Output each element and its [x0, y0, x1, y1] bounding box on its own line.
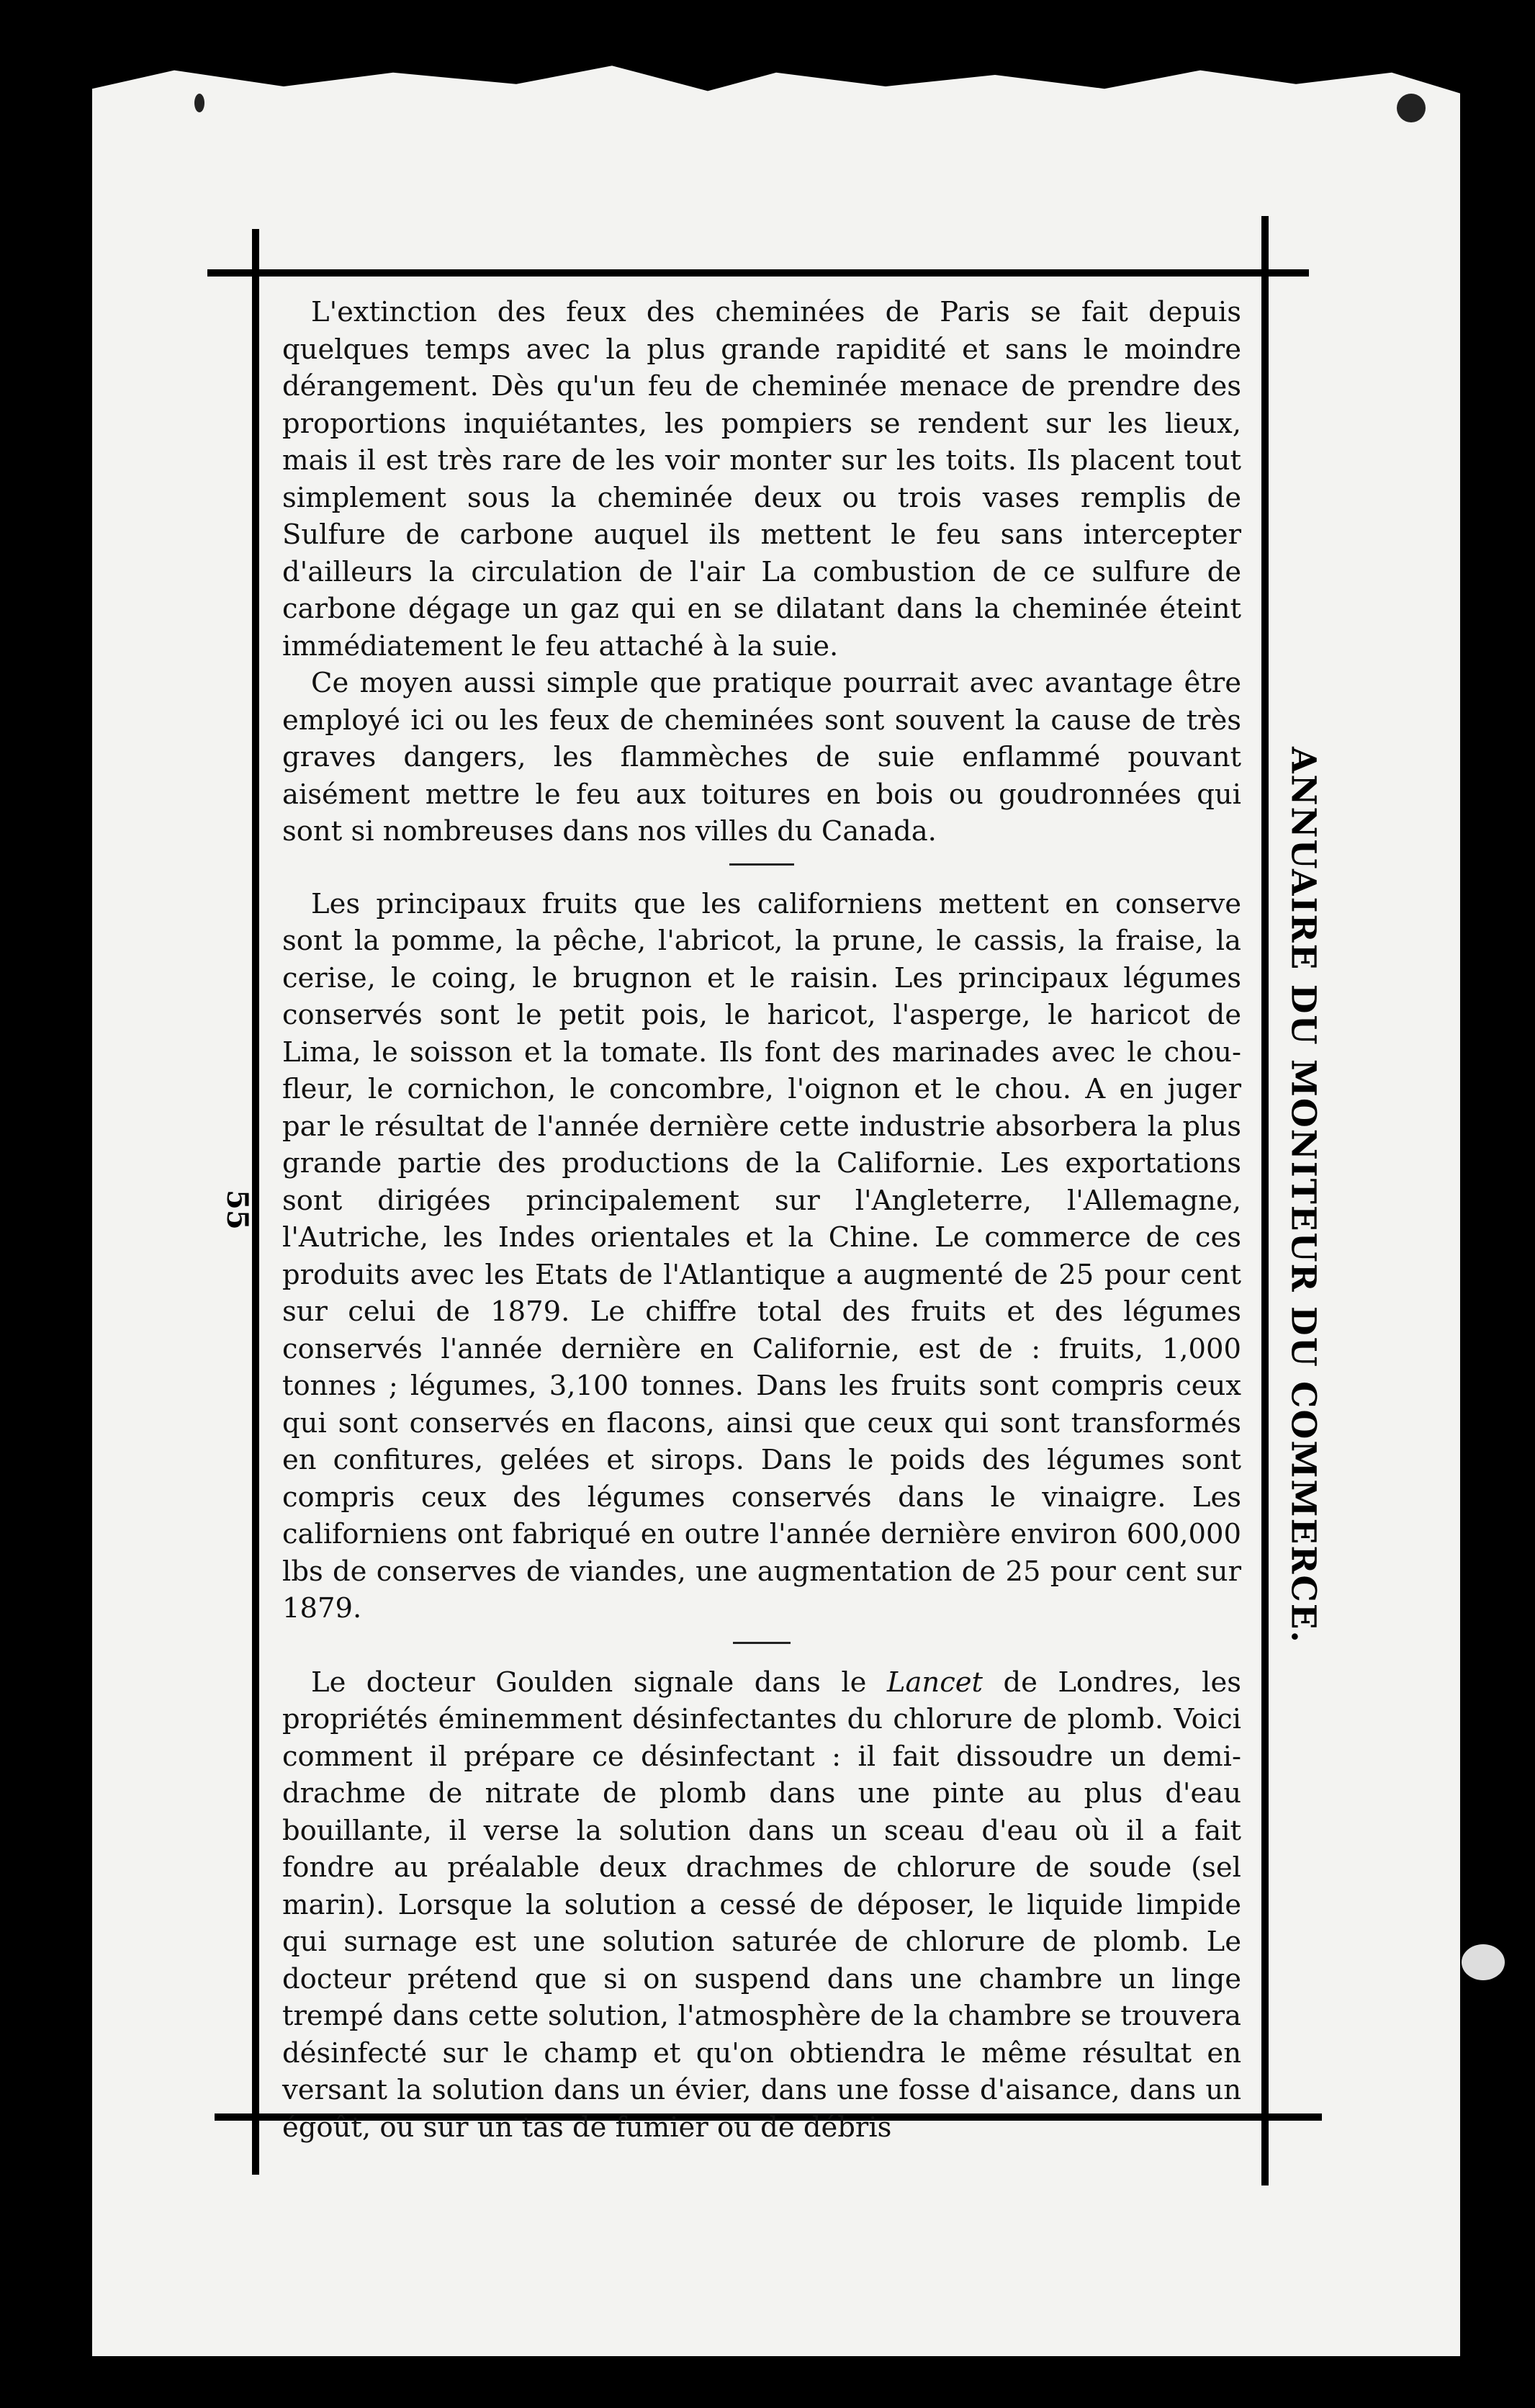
- chimney-fire-paragraph-1: L'extinction des feux des cheminées de Paris se fait depuis quelques temps avec la plus grande rapidité et sans le moindre dérangement. Dès qu'un feu de cheminée menace de prendre des proportions inquiétantes, les pompiers se rendent sur les lieux, mais il est très rare de les voir monter sur les toits. Ils placent tout simplement sous la cheminée deux ou trois vases remplis de Sulfure de carbone auquel ils mettent le feu sans intercepter d'ailleurs la circulation de l'air La combustion de ce sulfure de carbone dégage un gaz qui en se dilatant dans la cheminée éteint immédiatement le feu attaché à la suie.: [282, 296, 1241, 662]
- journal-name: Lancet: [886, 1666, 983, 1699]
- running-title: ANNUAIRE DU MONITEUR DU COMMERCE.: [1283, 747, 1323, 1644]
- page-body: [282, 294, 1241, 2146]
- disinfectant-body: de Londres, les propriétés éminemment désinfectantes du chlorure de plomb. Voici comment il prépare ce désinfectant : il fait dissoudre un demi-drachme de nitrate de plomb dans une pinte au plus d'eau bouillante, il verse la solution dans un sceau d'eau où il a fait fondre au préalable deux drachmes de chlorure de soude (sel marin). Lorsque la solution a cessé de déposer, le liquide limpide qui surnage est une solution saturée de chlorure de plomb. Le docteur prétend que si on suspend dans une chambre un linge trempé dans cette solution, l'atmosphère de la chambre se trouvera désinfecté sur le champ et qu'on obtiendra le même résultat en versant la solution dans un évier, dans une fosse d'aisance, dans un égoût, ou sur un tas de fumier ou de débris: [282, 1666, 1241, 2144]
- scan-speck: [194, 94, 204, 112]
- chimney-fire-paragraph-2: Ce moyen aussi simple que pratique pourrait avec avantage être employé ici ou les feux de cheminées sont souvent la cause de très graves dangers, les flammèches de suie enflammé pouvant aisément mettre le feu aux toitures en bois ou goudronnées qui sont si nombreuses dans nos villes du Canada.: [282, 667, 1241, 848]
- section-separator-1: [729, 863, 794, 866]
- section-separator-2: [733, 1642, 791, 1644]
- disinfectant-paragraph: [282, 1664, 1241, 2147]
- page-number: 55: [220, 1190, 255, 1230]
- disinfectant-intro: Le docteur Goulden signale dans le: [311, 1666, 887, 1699]
- right-frame-rule: [1261, 216, 1269, 2185]
- california-preserves-paragraph: Les principaux fruits que les californiens mettent en conserve sont la pomme, la pêche, l'abricot, la prune, le cassis, la fraise, la cerise, le coing, le brugnon et le raisin. Les principaux légumes conservés sont le petit pois, le haricot, l'asperge, le haricot de Lima, le soisson et la tomate. Ils font des marinades avec le chou-fleur, le cornichon, le concombre, l'oignon et le chou. A en juger par le résultat de l'année dernière cette industrie absorbera la plus grande partie des productions de la Californie. Les exportations sont dirigées principalement sur l'Angleterre, l'Allemagne, l'Autriche, les Indes orientales et la Chine. Le commerce de ces produits avec les Etats de l'Atlantique a augmenté de 25 pour cent sur celui de 1879. Le chiffre total des fruits et des légumes conservés l'année dernière en Californie, est de : fruits, 1,000 tonnes ; légumes, 3,100 tonnes. Dans les fruits sont compris ceux qui sont conservés en flacons, ainsi que ceux qui sont transformés en confitures, gelées et sirops. Dans le poids des légumes sont compris ceux des légumes conservés dans le vinaigre. Les californiens ont fabriqué en outre l'année dernière environ 600,000 lbs de conserves de viandes, une augmentation de 25 pour cent sur 1879.: [282, 887, 1241, 1625]
- scan-speck: [1462, 1944, 1505, 1980]
- scan-speck: [1397, 94, 1426, 122]
- top-frame-rule: [207, 269, 1309, 277]
